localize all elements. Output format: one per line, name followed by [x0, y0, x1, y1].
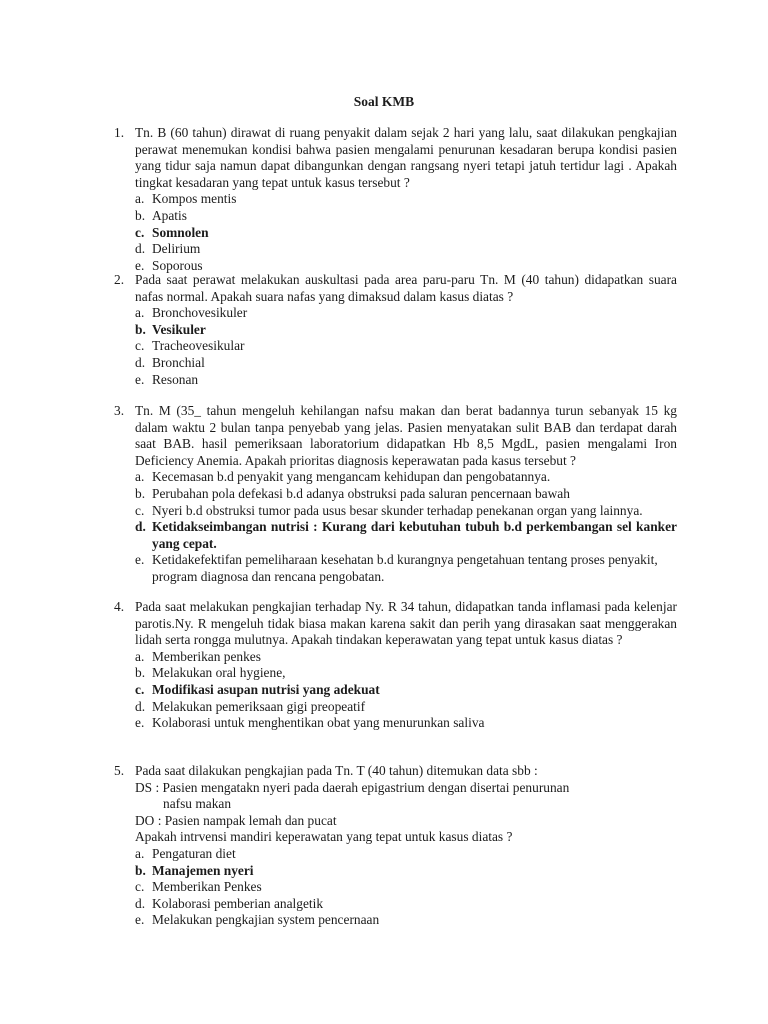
option-c: c. Memberikan Penkes — [135, 879, 262, 895]
option-d: d. Kolaborasi pemberian analgetik — [135, 895, 324, 911]
option-e: e. Resonan — [135, 371, 199, 387]
option-a: a. Kecemasan b.d penyakit yang mengancam kehidupan dan pengobatannya. — [135, 469, 551, 485]
option-a: a. Pengaturan diet — [135, 845, 236, 861]
answer-options — [135, 305, 677, 388]
option-b-correct: b. Manajemen nyeri — [135, 862, 254, 878]
option-c-correct: c. Modifikasi asupan nutrisi yang adekuat — [135, 681, 380, 697]
question-text: Tn. M (35_ tahun mengeluh kehilangan nafsu makan dan berat badannya turun sebanyak 15 kg dalam waktu 2 bulan tanpa penyebab yang jelas. Pasien menyatakan sulit BAB dan terdapat darah saat BAB. hasil pemeriksaan laboratorium didapatkan Hb 8,5 MgdL, pasien mengalami Iron Deficiency Anemia. Apakah prioritas diagnosis keperawatan pada kasus tersebut ? — [135, 403, 677, 468]
question-number: 2. — [114, 272, 125, 287]
option-b: b. Melakukan oral hygiene, — [135, 665, 286, 681]
answer-options — [135, 191, 677, 274]
question-1 — [114, 125, 677, 274]
option-b-correct: b. Vesikuler — [135, 321, 206, 337]
question-3 — [114, 403, 677, 586]
option-d: d. Delirium — [135, 241, 201, 257]
option-e: e. Soporous — [135, 257, 203, 273]
question-text: Tn. B (60 tahun) dirawat di ruang penyakit dalam sejak 2 hari yang lalu, saat dilakukan pengkajian perawat menemukan kondisi bahwa pasien mengalami penurunan kesadaran berupa kondisi pasien yang tidur saja namun dapat dibangunkan dengan rangsang nyeri tetapi jatuh tertidur lagi . Apakah tingkat kesadaran yang tepat untuk kasus tersebut ? — [135, 125, 677, 190]
question-4 — [114, 599, 677, 732]
question-2 — [114, 272, 677, 388]
option-a: a. Bronchovesikuler — [135, 305, 248, 321]
option-c-correct: c. Somnolen — [135, 224, 209, 240]
page-title: Soal KMB — [353, 94, 415, 109]
option-e: e. Ketidakefektifan pemeliharaan kesehatan b.d kurangnya pengetahuan tentang proses penyakit, program diagnosa dan rencana pengobatan. — [135, 552, 658, 584]
question-number: 3. — [114, 403, 125, 418]
option-c: c. Tracheovesikular — [135, 338, 245, 354]
option-e: e. Melakukan pengkajian system pencernaan — [135, 912, 380, 928]
question-text: Pada saat perawat melakukan auskultasi pada area paru-paru Tn. M (40 tahun) didapatkan suara nafas normal. Apakah suara nafas yang dimaksud dalam kasus diatas ? — [135, 272, 677, 304]
answer-options — [135, 469, 677, 585]
option-e: e. Kolaborasi untuk menghentikan obat yang menurunkan saliva — [135, 715, 485, 731]
question-text: Pada saat melakukan pengkajian terhadap Ny. R 34 tahun, didapatkan tanda inflamasi pada kelenjar parotis.Ny. R mengeluh tidak biasa makan karena sakit dan perih yang dirasakan saat menggerakan lidah serta rongga mulutnya. Apakah tindakan keperawatan yang tepat untuk kasus diatas ? — [135, 599, 677, 648]
subjective-data: DS : Pasien mengatakn nyeri pada daerah epigastrium dengan disertai penurunan — [135, 779, 570, 795]
option-d-correct: d. Ketidakseimbangan nutrisi : Kurang dari kebutuhan tubuh b.d perkembangan sel kanker yang cepat. — [135, 519, 677, 551]
option-a: a. Kompos mentis — [135, 191, 237, 207]
objective-data: DO : Pasien nampak lemah dan pucat — [135, 812, 337, 828]
option-b: b. Perubahan pola defekasi b.d adanya obstruksi pada saluran pencernaan bawah — [135, 485, 570, 501]
question-prompt: Apakah intrvensi mandiri keperawatan yang tepat untuk kasus diatas ? — [135, 829, 513, 845]
option-a: a. Memberikan penkes — [135, 648, 261, 664]
option-d: d. Melakukan pemeriksaan gigi preopeatif — [135, 698, 366, 714]
option-c: c. Nyeri b.d obstruksi tumor pada usus besar skunder terhadap penekanan organ yang lainnya. — [135, 502, 643, 518]
question-number: 1. — [114, 125, 125, 140]
answer-options — [135, 649, 677, 732]
question-number: 4. — [114, 599, 125, 614]
question-number: 5. — [114, 763, 125, 778]
question-text: Pada saat dilakukan pengkajian pada Tn. T (40 tahun) ditemukan data sbb : — [135, 763, 538, 778]
option-d: d. Bronchial — [135, 354, 205, 370]
subjective-data-continued: nafsu makan — [163, 796, 232, 812]
option-b: b. Apatis — [135, 207, 187, 223]
answer-options — [135, 846, 677, 929]
question-5 — [114, 763, 677, 929]
